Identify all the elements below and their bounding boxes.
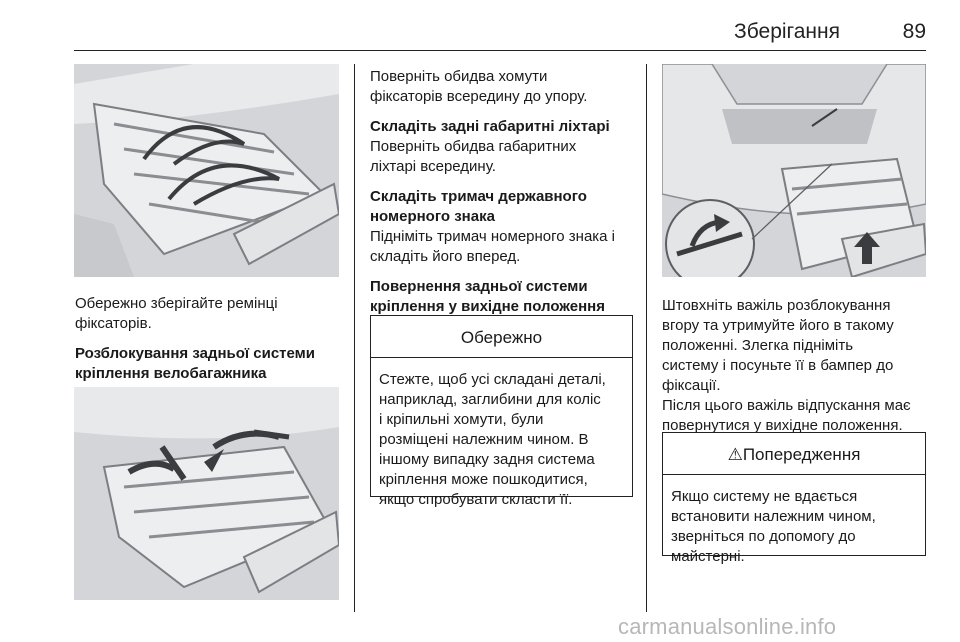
figure-release-lever [662,64,926,277]
page-number: 89 [902,20,926,43]
caution-line: іншому випадку задня система [379,451,595,468]
caution-body [371,358,632,516]
warning-line: Якщо систему не вдається [671,488,858,505]
body-line: повернутися у вихідне положення. [662,417,903,434]
caption-line: фіксаторів. [75,315,152,332]
watermark: carmanualsonline.info [618,614,837,639]
caution-line: наприклад, заглибини для коліс [379,391,601,408]
header-divider [74,50,926,51]
right-text [662,296,934,436]
section-heading: Складіть задні габаритні ліхтарі [370,118,610,135]
warning-header [663,433,925,475]
caution-line: розміщені належним чином. В [379,431,589,448]
column-divider-left [354,64,355,612]
column-divider-right [646,64,647,612]
body-line: положенні. Злегка підніміть [662,337,854,354]
figure-retainer-straps [74,64,339,277]
section-heading: Розблокування задньої системи [75,345,315,362]
warning-body [663,475,925,573]
caution-box [370,315,633,508]
section-heading: кріплення велобагажника [75,365,267,382]
body-line: Після цього важіль відпускання має [662,397,911,414]
caution-line: якщо спробувати скласти її. [379,491,573,508]
warning-line: майстерні. [671,548,745,565]
body-line: фіксації. [662,377,721,394]
section-heading: номерного знака [370,208,495,225]
caution-line: Стежте, щоб усі складані деталі, [379,371,606,388]
intro-line: Поверніть обидва хомути [370,68,548,85]
caption-line: Обережно зберігайте ремінці [75,295,278,312]
body-line: Поверніть обидва габаритних [370,138,577,155]
caution-line: і кріпильні хомути, були [379,411,544,428]
warning-line: зверніться по допомогу до [671,528,856,545]
intro-line: фіксаторів всередину до упору. [370,88,588,105]
caution-line: кріплення може пошкодитися, [379,471,588,488]
warning-box [662,432,926,565]
left-caption [75,294,345,384]
body-line: Штовхніть важіль розблокування [662,297,891,314]
body-line: вгору та утримуйте його в такому [662,317,894,334]
middle-text [370,67,640,317]
body-line: складіть його вперед. [370,248,521,265]
body-line: систему і посуньте її в бампер до [662,357,894,374]
figure-unlock-rack [74,387,339,600]
section-heading: кріплення у вихідне положення [370,298,605,315]
body-line: Підніміть тримач номерного знака і [370,228,616,245]
section-heading: Повернення задньої системи [370,278,588,295]
warning-title: Попередження [742,445,861,464]
warning-line: встановити належним чином, [671,508,876,525]
body-line: ліхтарі всередину. [370,158,496,175]
warning-triangle-icon: ⚠ [727,445,743,464]
caution-title: Обережно [371,316,632,358]
section-heading: Складіть тримач державного [370,188,587,205]
page-header-title: Зберігання [734,20,840,43]
